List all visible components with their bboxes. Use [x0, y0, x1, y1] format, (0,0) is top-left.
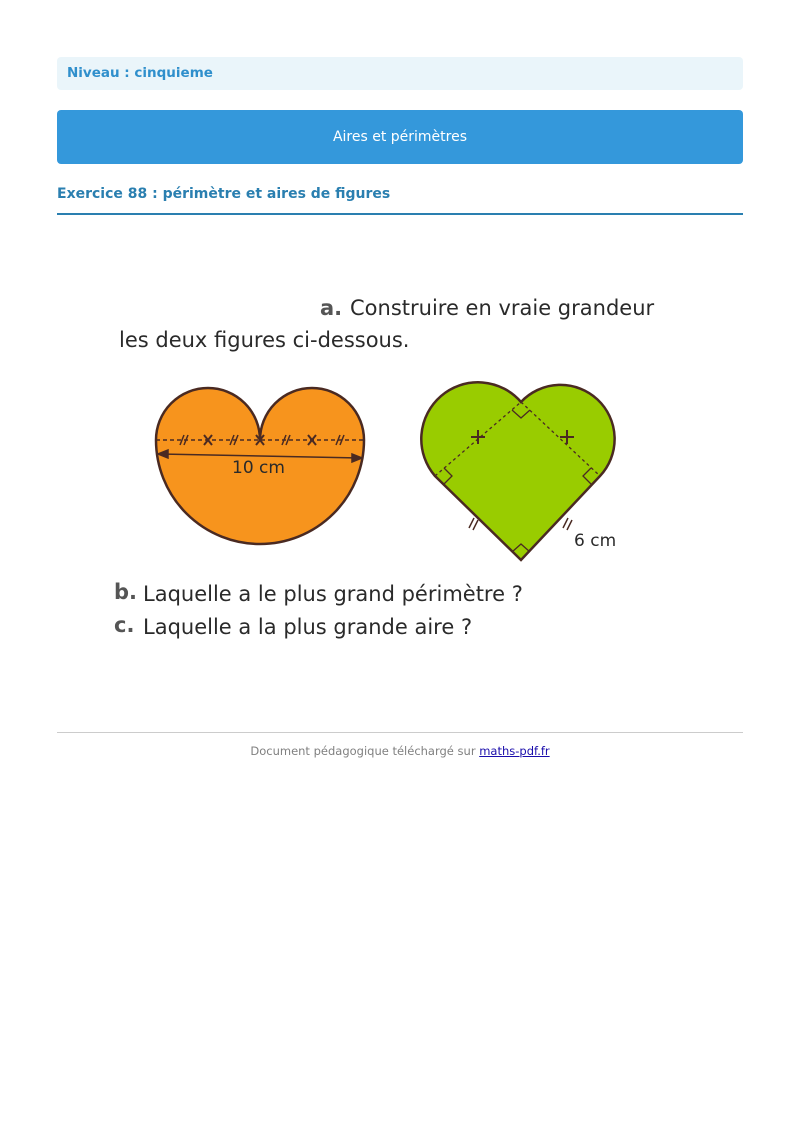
part-c-label: c.: [114, 613, 135, 637]
chapter-banner: Aires et périmètres: [57, 110, 743, 164]
footer: [57, 744, 743, 758]
part-a-line2: les deux figures ci-dessous.: [119, 328, 410, 352]
part-b-question: Laquelle a le plus grand périmètre ?: [143, 582, 523, 606]
part-c-question: Laquelle a la plus grande aire ?: [143, 615, 473, 639]
exercise-title: Exercice 88 : périmètre et aires de figures: [57, 186, 743, 215]
left-dimension-label: 10 cm: [232, 458, 285, 478]
part-a-label: a.: [320, 296, 343, 320]
footer-divider: [57, 732, 743, 733]
footer-link[interactable]: maths-pdf.fr: [479, 744, 550, 758]
part-a-line1: Construire en vraie grandeur: [350, 296, 655, 320]
exercise-figure: [100, 280, 700, 660]
level-badge: Niveau : cinquieme: [57, 57, 743, 90]
footer-text: Document pédagogique téléchargé sur: [250, 744, 476, 758]
right-dimension-label: 6 cm: [574, 531, 617, 551]
part-b-label: b.: [114, 580, 138, 604]
